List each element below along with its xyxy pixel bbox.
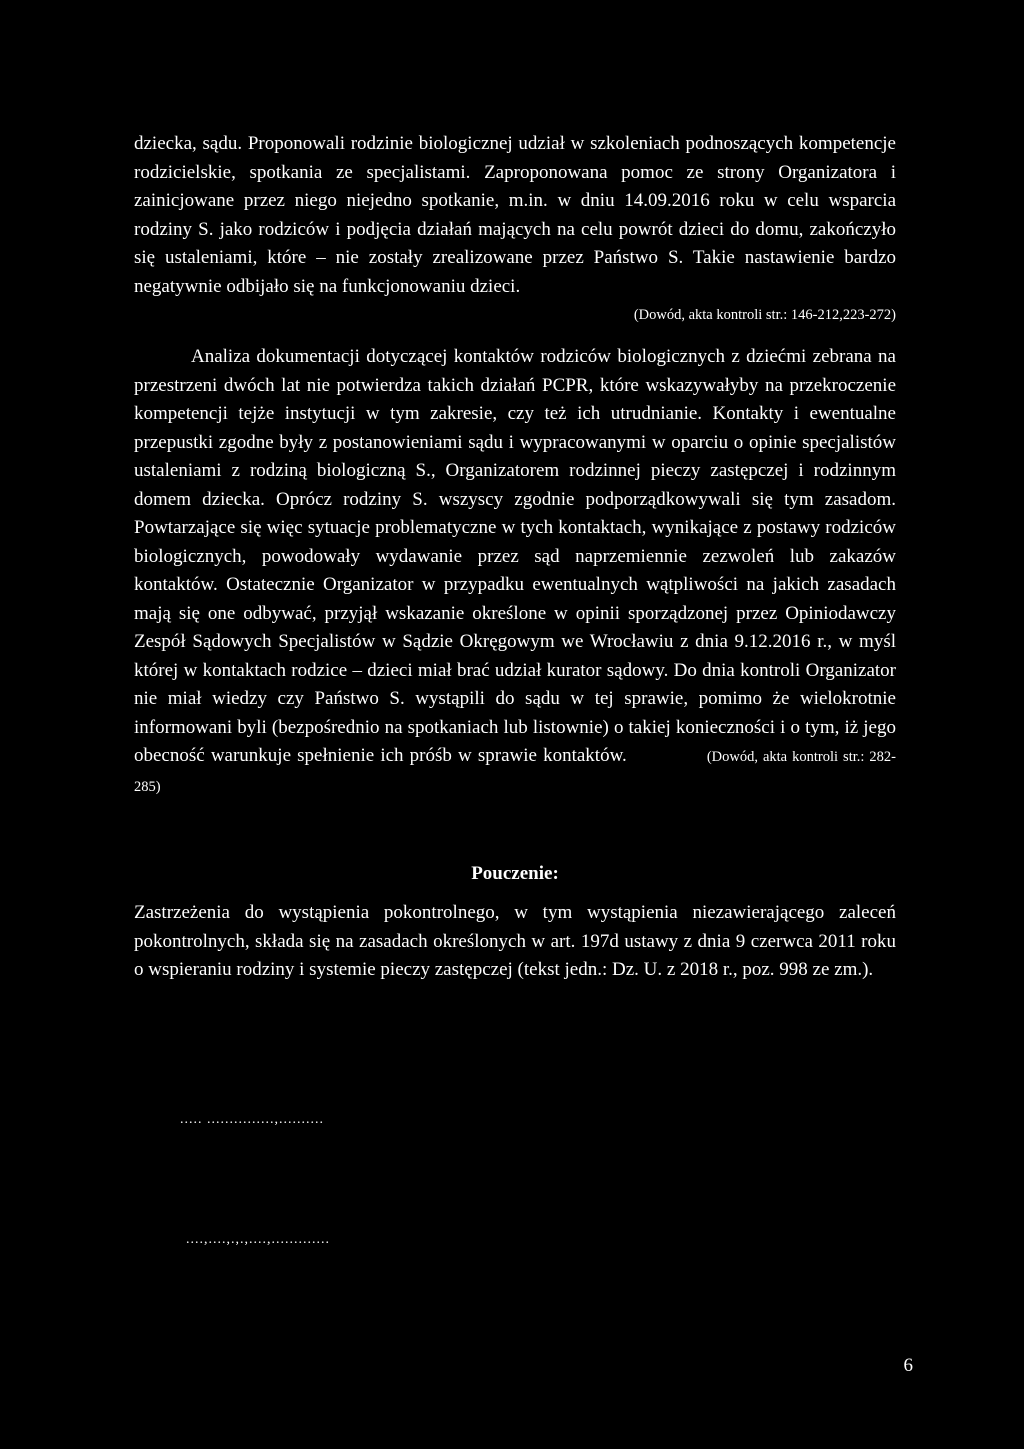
paragraph-family-support: [134, 130, 896, 301]
evidence-reference-1: (Dowód, akta kontroli str.: 146-212,223-272): [633, 307, 896, 323]
notice-heading: Pouczenie:: [471, 863, 559, 884]
document-page: [134, 130, 896, 985]
notice-paragraph: Zastrzeżenia do wystąpienia pokontrolnego, w tym wystąpienia niezawierającego zaleceń pokontrolnych, składa się na zasadach określonych w art. 197d ustawy z dnia 9 czerwca 2011 roku o wspieraniu rodziny i systemie pieczy zastępczej (tekst jedn.: Dz. U. z 2018 r., poz. 998 ze zm.).: [134, 902, 896, 980]
paragraph-contacts-analysis: [134, 343, 896, 801]
page-number: 6: [903, 1355, 913, 1376]
signature-line-2: ....,....,.,.,....,.............: [186, 1232, 330, 1247]
signature-line-1: ..... ...............,..........: [180, 1112, 324, 1127]
paragraph-contacts-analysis-text: Analiza dokumentacji dotyczącej kontaktów rodziców biologicznych z dziećmi zebrana na przestrzeni dwóch lat nie potwierdza takich działań PCPR, które wskazywałyby na przekroczenie kompetencji tejże instytucji w tym zakresie, czy też ich utrudnianie. Kontakty i ewentualne przepustki zgodne były z postanowieniami sądu i wypracowanymi w oparciu o opinie specjalistów ustaleniami z rodziną biologiczną S., Organizatorem rodzinnej pieczy zastępczej i rodzinnym domem dziecka. Oprócz rodziny S. wszyscy zgodnie podporządkowywali się tym zasadom. Powtarzające się więc sytuacje problematyczne w tych kontaktach, wynikające z postawy rodziców biologicznych, powodowały wydawanie przez sąd naprzemiennie zezwoleń lub zakazów kontaktów. Ostatecznie Organizator w przypadku ewentualnych wątpliwości na jakich zasadach mają się one odbywać, przyjął wskazanie określone w opinii sporządzonej przez Opiniodawczy Zespół Sądowych Specjalistów w Sądzie Okręgowym we Wrocławiu z dnia 9.12.2016 r., w myśl której w kontaktach rodzice – dzieci miał brać udział kurator sądowy. Do dnia kontroli Organizator nie miał wiedzy czy Państwo S. wystąpili do sądu w tej sprawie, pomimo że wielokrotnie informowani byli (bezpośrednio na spotkaniach lub listownie) o takiej konieczności i o tym, iż jego obecność warunkuje spełnienie ich próśb w sprawie kontaktów.: [134, 346, 896, 766]
evidence-reference-2: (Dowód, akta kontroli str.: 282-285): [134, 749, 896, 795]
paragraph-family-support-text: dziecka, sądu. Proponowali rodzinie biologicznej udział w szkoleniach podnoszących kompetencje rodzicielskie, spotkania ze specjalistami. Zaproponowana pomoc ze strony Organizatora i zainicjowane przez niego niejedno spotkanie, m.in. w dniu 14.09.2016 roku w celu wsparcia rodziny S. jako rodziców i podjęcia działań mających na celu powrót dzieci do domu, zakończyło się ustaleniami, które – nie zostały zrealizowane przez Państwo S. Takie nastawienie bardzo negatywnie odbijało się na funkcjonowaniu dzieci.: [134, 133, 896, 297]
